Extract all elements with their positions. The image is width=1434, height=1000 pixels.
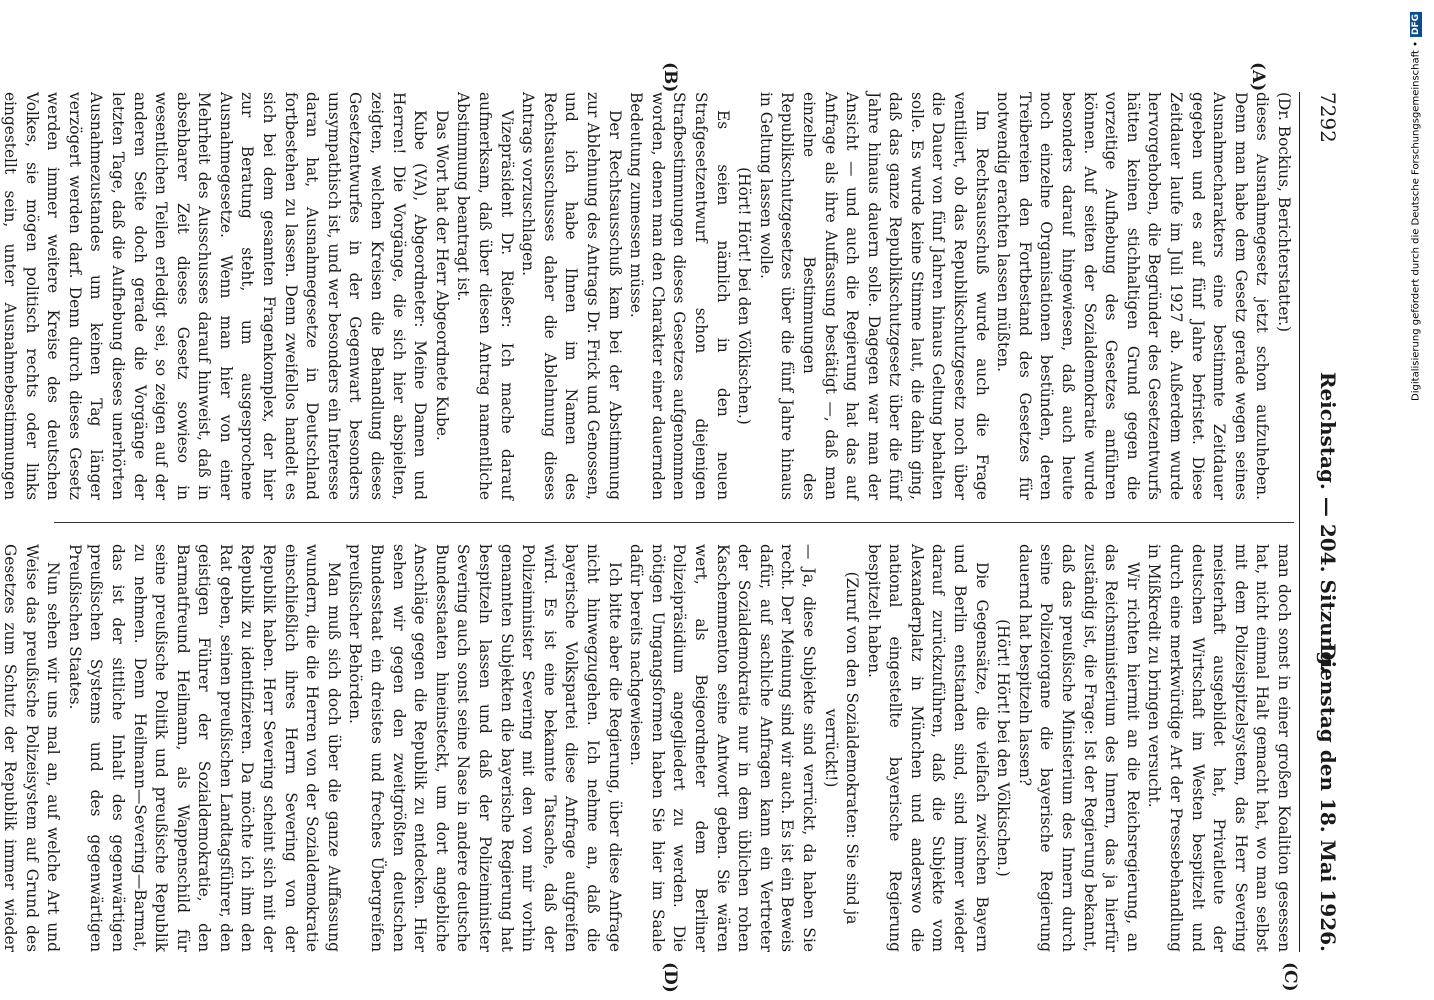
paragraph: Kube (VA), Abgeordneter: Meine Damen und Herren! Die Vorgänge, die sich hier abspielten, zeigten, welchen Kreisen die Behandlung dieses Gesetzentwurfes in der Gegenwart besonders unsympathisch ist, und wer besonders ein Interesse daran hat, Ausnahmegesetze in Deutschland fortbestehen zu lassen. Denn zweifellos handelt es sich bei dem gesamten Fragenkomplex, der hier zur Beratung steht, um ausgesprochene Ausnahmegesetze. Wenn man hier von einer Mehrheit des Ausschusses darauf hinweist, daß in absehbarer Zeit dieses Gesetz sowieso in wesentlichen Teilen erledigt sei, so zeigen auf der anderen Seite doch gerade die Vorgänge der letzten Tage, daß die Aufhebung dieses unerhörten Ausnahmezustandes um keinen Tag länger verzögert werden darf. Denn durch dieses Gesetz werden immer weitere Kreise des deutschen Volkes, sie mögen politisch rechts oder links eingestellt sein, unter Ausnahmebestimmungen (0, 92, 430, 500)
dfg-credit (1410, 12, 1422, 401)
paragraph: Die Gegensätze, die vielfach zwischen Bayern und Berlin entstanden sind, sind immer wieder darauf zurückzuführen, daß die Subjekte vom Alexanderplatz in München und anderswo die national eingestellte bayerische Regierung bespitzelt haben. (864, 544, 991, 952)
column-divider (54, 522, 1294, 523)
paragraph: (Hört! Hört! bei den Völkischen.) (735, 167, 754, 425)
header-date: Dienstag den 18. Mai 1926. (1316, 643, 1340, 952)
margin-marker-d: (D) (660, 962, 680, 993)
paragraph: — Ja, diese Subjekte sind verrückt, da haben Sie recht. Der Meinung sind wir auch. Es ist ein Beweis dafür, auf sachliche Anfragen kann ein Vertreter der Sozialdemokratie nur in dem üblichen rohen Kaschemmenton seine Antwort geben. Sie wären wert, als Beigeordneter dem Berliner Polizeipräsidium angegliedert zu werden. Die nötigen Umgangsformen haben Sie hier im Saale dafür bereits nachgewiesen. (627, 544, 818, 952)
paragraph: Nun sehen wir uns mal an, auf welche Art und Weise das preußische Polizeisystem auf Grund des Gesetzes zum Schutz der Republik immer wieder (0, 544, 63, 952)
right-text-column (0, 544, 1294, 952)
dfg-logo-icon: DFG (1411, 14, 1421, 36)
paragraph: Man muß sich doch über die ganze Auffassung wundern, die die Herren von der Sozialdemokratie einschließlich ihres Herrn Severing von der Republik haben. Herr Severing scheint sich mit der Republik zu identifizieren. Da möchte ich ihm den Rat geben, seinen preußischen Landtagsführer, den geistigen Führer der Sozialdemokratie, den Barmatfreund Heilmann, als Wappenschild für seine preußische Politik und preußische Republik zu nehmen. Denn Heilmann—Severing—Barmat, das ist der sittliche Inhalt des gegenwärtigen preußischen Systems und des gegenwärtigen Preußischen Staates. (65, 544, 343, 952)
page-header (1299, 92, 1340, 952)
paragraph: Ich bitte aber die Regierung, über diese Anfrage nicht hinwegzugehen. Ich nehme an, daß die bayerische Volkspartei diese Anfrage aufgreifen wird. Es ist eine bekannte Tatsache, daß der Polizeiminister Severing mit den von mir vorhin genannten Subjekten die bayerische Regierung hat bespitzeln lassen und daß der Polizeiminister Severing auch sonst seine Nase in andere deutsche Bundesstaaten hineinsteckt, um dort angebliche Anschläge gegen die Republik zu entdecken. Hier sehen wir gegen den zweitgrößten deutschen Bundesstaat ein dreistes und freches Übergreifen preußischer Behörden. (346, 544, 624, 952)
margin-marker-b: (B) (660, 62, 680, 93)
paragraph: man doch sonst in einer großen Koalition gesessen hat, nicht einmal Halt gemacht hat, wo man selbst mit dem Polizeispitzelsystem, das Herr Severing meisterhaft ausgebildet hat, Privatleute der deutschen Wirtschaft im Westen bespitzelt und durch eine merkwürdige Art der Pressebehandlung in Mißkredit zu bringen versucht. (1145, 544, 1293, 952)
paragraph: Im Rechtsausschuß wurde auch die Frage ventiliert, ob das Republikschutzgesetz noch über die Dauer von fünf Jahren hinaus Geltung behalten solle. Es wurde keine Stimme laut, die dahin ging, daß das ganze Republikschutzgesetz über die fünf Jahre hinaus dauern solle. Dagegen war man der Ansicht — und auch die Regierung hat das auf Anfrage als ihre Auffassung bestätigt —, daß man einzelne Bestimmungen des Republikschutzgesetzes über die fünf Jahre hinaus in Geltung lassen wolle. (756, 92, 991, 500)
margin-marker-a: (A) (1248, 62, 1268, 92)
paragraph: dieses Ausnahmegesetz jetzt schon aufzuheben. Denn man habe dem Gesetz gerade wegen seines Ausnahmecharakters eine bestimmte Zeitdauer gegeben und es auf fünf Jahre befristet. Diese Zeitdauer laufe im Juli 1927 ab. Außerdem wurde hervorgehoben, die Begründer des Gesetzentwurfs hätten keinen stichhaltigen Grund gegen die vorzeitige Aufhebung des Gesetzes anführen können. Auf seiten der Sozialdemokratie wurde besonders darauf hingewiesen, daß auch heute noch einzelne Organisationen bestünden, deren Treibereien den Fortbestand des Gesetzes für notwendig erachten lassen müßten. (994, 92, 1272, 500)
margin-marker-c: (C) (1280, 962, 1300, 992)
paragraph: (Zuruf von den Sozialdemokraten: Sie sind ja verrückt!) (821, 571, 862, 925)
header-session: Reichstag. — 204. Sitzung. (1316, 371, 1340, 673)
paragraph: (Dr. Bockius, Berichterstatter.) (1275, 92, 1293, 333)
paragraph: Das Wort hat der Herr Abgeordnete Kube. (432, 110, 451, 441)
paragraph: (Hört! Hört! bei den Völkischen.) (994, 619, 1013, 877)
paragraph: Vizepräsident Dr. Rießer: Ich mache darauf aufmerksam, daß über diesen Antrag namentliche Abstimmung beantragt ist. (454, 92, 516, 500)
left-text-column (0, 92, 1294, 500)
credit-text: Digitalisierung gefördert durch die Deutsche Forschungsgemeinschaft • (1410, 41, 1422, 401)
page-number: 7292 (1316, 92, 1340, 143)
paragraph: Wir richten hiermit an die Reichsregierung, an das Reichsministerium des Innern, das ja hierfür zuständig ist, die Frage: Ist der Regierung bekannt, daß das preußische Ministerium des Innern durch seine Polizeiorgane die bayerische Regierung dauernd hat bespitzeln lassen? (1015, 544, 1142, 952)
paragraph: Es seien nämlich in den neuen Strafgesetzentwurf schon diejenigen Strafbestimmungen dieses Gesetzes aufgenommen worden, denen man den Charakter einer dauernden Bedeutung zumessen müsse. (627, 92, 732, 500)
paragraph: Der Rechtsausschuß kam bei der Abstimmung zur Ablehnung des Antrags Dr. Frick und Genossen, und ich habe Ihnen im Namen des Rechtsausschusses daher die Ablehnung dieses Antrags vorzuschlagen. (519, 92, 624, 500)
